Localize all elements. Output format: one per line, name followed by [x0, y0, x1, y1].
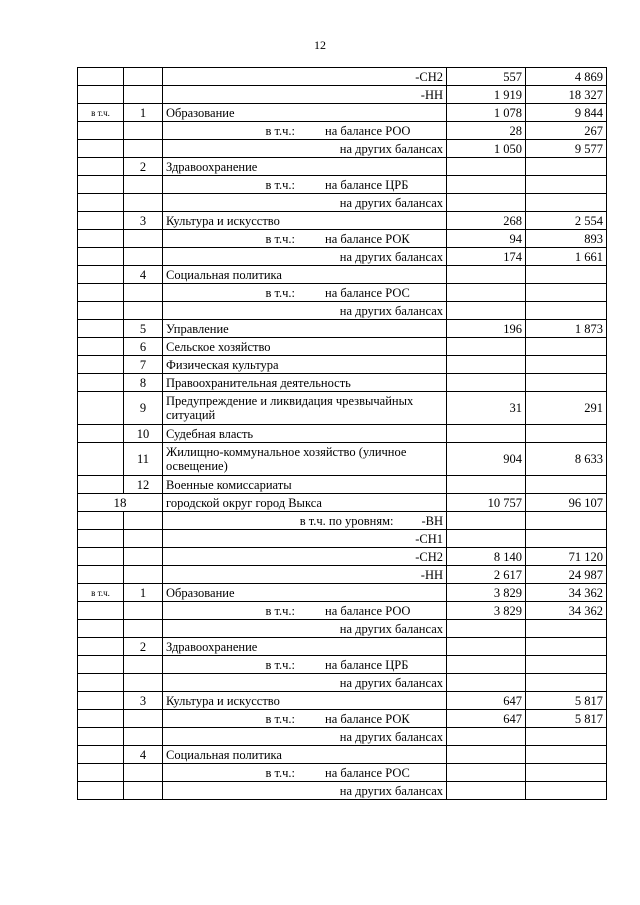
value-2-cell [526, 374, 607, 392]
value-1-cell [447, 374, 526, 392]
value-2-cell [526, 764, 607, 782]
item-number-cell: 2 [124, 638, 163, 656]
label-text: на других балансах [339, 249, 443, 264]
table-row [78, 302, 607, 320]
value-1-cell: 2 617 [447, 566, 526, 584]
label-cell [163, 674, 447, 692]
sub-label [166, 658, 443, 672]
label-cell [163, 356, 447, 374]
label-text: Военные комиссариаты [166, 477, 292, 492]
table-row [78, 158, 607, 176]
sub-text: на балансе РОС [325, 765, 410, 780]
prefix-cell [78, 602, 124, 620]
prefix-cell [78, 68, 124, 86]
value-1-cell [447, 338, 526, 356]
value-1-cell [447, 425, 526, 443]
label-text: Социальная политика [166, 747, 282, 762]
table-row [78, 584, 607, 602]
label-text: на других балансах [339, 303, 443, 318]
value-1-cell: 94 [447, 230, 526, 248]
value-2-cell: 9 577 [526, 140, 607, 158]
table-row [78, 728, 607, 746]
value-2-cell: 71 120 [526, 548, 607, 566]
prefix-cell [78, 746, 124, 764]
label-text: Здравоохранение [166, 159, 258, 174]
item-number-cell: 10 [124, 425, 163, 443]
item-number-cell: 12 [124, 476, 163, 494]
data-table [77, 67, 607, 800]
table-row [78, 764, 607, 782]
value-2-cell: 5 817 [526, 710, 607, 728]
value-1-cell: 1 919 [447, 86, 526, 104]
value-1-cell [447, 512, 526, 530]
prefix-cell [78, 692, 124, 710]
sub-label [166, 712, 443, 726]
prefix-cell [78, 176, 124, 194]
sub-text: на балансе РОС [325, 285, 410, 300]
sub-prefix: в т.ч.: [265, 603, 295, 618]
label-cell [163, 566, 447, 584]
prefix-cell [78, 338, 124, 356]
value-2-cell [526, 512, 607, 530]
table-row [78, 494, 607, 512]
label-text: Судебная власть [166, 426, 254, 441]
table-row [78, 248, 607, 266]
value-2-cell: 34 362 [526, 584, 607, 602]
label-cell [163, 548, 447, 566]
label-cell [163, 530, 447, 548]
label-cell [163, 86, 447, 104]
value-1-cell [447, 746, 526, 764]
label-cell [163, 692, 447, 710]
label-text: на других балансах [339, 141, 443, 156]
value-1-cell [447, 656, 526, 674]
table-row [78, 212, 607, 230]
value-2-cell: 1 661 [526, 248, 607, 266]
prefix-cell: в т.ч. [78, 584, 124, 602]
value-2-cell: 893 [526, 230, 607, 248]
value-1-cell [447, 764, 526, 782]
label-text: на других балансах [339, 675, 443, 690]
label-text: Социальная политика [166, 267, 282, 282]
value-1-cell [447, 728, 526, 746]
label-cell [163, 248, 447, 266]
label-cell [163, 512, 447, 530]
label-cell [163, 158, 447, 176]
table-row [78, 746, 607, 764]
table-row [78, 194, 607, 212]
prefix-cell [78, 194, 124, 212]
prefix-cell [78, 620, 124, 638]
label-cell [163, 638, 447, 656]
table-row [78, 374, 607, 392]
label-cell [163, 443, 447, 476]
item-number-cell: 8 [124, 374, 163, 392]
table-row [78, 566, 607, 584]
value-1-cell: 10 757 [447, 494, 526, 512]
value-2-cell [526, 656, 607, 674]
level-label [166, 514, 443, 528]
value-2-cell: 18 327 [526, 86, 607, 104]
label-text: Образование [166, 585, 235, 600]
value-1-cell [447, 176, 526, 194]
prefix-cell [78, 320, 124, 338]
label-text: Здравоохранение [166, 639, 258, 654]
item-number-cell [124, 194, 163, 212]
label-cell [163, 68, 447, 86]
item-number-cell [124, 566, 163, 584]
item-number-cell [124, 122, 163, 140]
sub-label [166, 604, 443, 618]
value-2-cell: 1 873 [526, 320, 607, 338]
sub-prefix: в т.ч.: [265, 711, 295, 726]
table-row [78, 656, 607, 674]
value-1-cell [447, 158, 526, 176]
prefix-cell [78, 425, 124, 443]
label-text: Управление [166, 321, 229, 336]
value-1-cell [447, 476, 526, 494]
table-row [78, 476, 607, 494]
label-cell [163, 782, 447, 800]
value-1-cell: 3 829 [447, 584, 526, 602]
table-row [78, 230, 607, 248]
item-number-cell [124, 86, 163, 104]
table-row [78, 140, 607, 158]
label-text: -СН2 [415, 69, 443, 84]
value-2-cell: 96 107 [526, 494, 607, 512]
sub-label [166, 232, 443, 246]
value-1-cell [447, 356, 526, 374]
page-number: 12 [314, 38, 326, 52]
table-row [78, 692, 607, 710]
label-cell [163, 710, 447, 728]
label-text: городской округ город Выкса [166, 495, 322, 510]
sub-label [166, 766, 443, 780]
table-row [78, 338, 607, 356]
item-number-cell [124, 68, 163, 86]
prefix-cell [78, 566, 124, 584]
label-cell [163, 212, 447, 230]
label-text: Образование [166, 105, 235, 120]
table-row [78, 356, 607, 374]
level-text: -ВН [421, 513, 443, 528]
sub-prefix: в т.ч.: [265, 657, 295, 672]
table-row [78, 782, 607, 800]
value-2-cell [526, 302, 607, 320]
value-2-cell [526, 194, 607, 212]
sub-prefix: в т.ч.: [265, 765, 295, 780]
prefix-cell [78, 248, 124, 266]
value-2-cell: 8 633 [526, 443, 607, 476]
value-2-cell: 34 362 [526, 602, 607, 620]
value-1-cell: 1 078 [447, 104, 526, 122]
value-1-cell: 268 [447, 212, 526, 230]
level-prefix: в т.ч. по уровням: [299, 513, 394, 528]
value-2-cell [526, 638, 607, 656]
value-1-cell: 3 829 [447, 602, 526, 620]
item-number-cell [124, 548, 163, 566]
label-cell [163, 302, 447, 320]
item-number-cell: 6 [124, 338, 163, 356]
table-row [78, 86, 607, 104]
value-1-cell: 647 [447, 692, 526, 710]
item-number-cell [124, 302, 163, 320]
prefix-cell [78, 158, 124, 176]
sub-prefix: в т.ч.: [265, 177, 295, 192]
value-2-cell [526, 284, 607, 302]
item-number-cell [124, 602, 163, 620]
table-row [78, 710, 607, 728]
item-number-cell [124, 620, 163, 638]
value-2-cell [526, 356, 607, 374]
label-cell [163, 656, 447, 674]
sub-label [166, 124, 443, 138]
prefix-cell [78, 638, 124, 656]
item-number-cell: 5 [124, 320, 163, 338]
label-text: на других балансах [339, 195, 443, 210]
prefix-cell [78, 764, 124, 782]
value-1-cell: 28 [447, 122, 526, 140]
prefix-cell [78, 728, 124, 746]
label-cell [163, 374, 447, 392]
item-number-cell: 4 [124, 746, 163, 764]
prefix-cell [78, 212, 124, 230]
label-cell [163, 320, 447, 338]
value-1-cell [447, 620, 526, 638]
item-number-cell: 2 [124, 158, 163, 176]
value-1-cell [447, 284, 526, 302]
prefix-cell [78, 374, 124, 392]
item-number-cell [124, 512, 163, 530]
item-number-cell [124, 728, 163, 746]
district-number-cell: 18 [78, 494, 163, 512]
table-row [78, 266, 607, 284]
label-cell [163, 122, 447, 140]
value-2-cell: 24 987 [526, 566, 607, 584]
item-number-cell: 11 [124, 443, 163, 476]
value-2-cell [526, 338, 607, 356]
item-number-cell [124, 530, 163, 548]
item-number-cell: 1 [124, 104, 163, 122]
value-2-cell [526, 674, 607, 692]
table-row [78, 176, 607, 194]
label-cell [163, 104, 447, 122]
table-row [78, 425, 607, 443]
item-number-cell [124, 176, 163, 194]
value-2-cell: 9 844 [526, 104, 607, 122]
label-text: Культура и искусство [166, 693, 280, 708]
item-number-cell [124, 230, 163, 248]
value-1-cell [447, 530, 526, 548]
prefix-cell [78, 548, 124, 566]
sub-text: на балансе ЦРБ [325, 657, 409, 672]
label-cell [163, 194, 447, 212]
value-1-cell [447, 674, 526, 692]
label-text: -НН [420, 87, 443, 102]
label-text: -СН1 [415, 531, 443, 546]
item-number-cell: 7 [124, 356, 163, 374]
value-1-cell: 904 [447, 443, 526, 476]
value-2-cell: 291 [526, 392, 607, 425]
value-1-cell [447, 782, 526, 800]
value-2-cell: 2 554 [526, 212, 607, 230]
table-row [78, 530, 607, 548]
label-text: Физическая культура [166, 357, 279, 372]
table-row [78, 392, 607, 425]
prefix-cell [78, 674, 124, 692]
item-number-cell [124, 782, 163, 800]
label-cell [163, 728, 447, 746]
label-cell [163, 746, 447, 764]
label-text: на других балансах [339, 729, 443, 744]
value-2-cell [526, 620, 607, 638]
label-text: на других балансах [339, 621, 443, 636]
value-1-cell: 196 [447, 320, 526, 338]
prefix-cell [78, 86, 124, 104]
prefix-cell [78, 782, 124, 800]
value-1-cell [447, 266, 526, 284]
value-2-cell: 4 869 [526, 68, 607, 86]
value-1-cell [447, 302, 526, 320]
prefix-cell [78, 710, 124, 728]
label-cell [163, 425, 447, 443]
value-1-cell: 8 140 [447, 548, 526, 566]
label-text: -НН [420, 567, 443, 582]
label-cell [163, 602, 447, 620]
value-1-cell [447, 638, 526, 656]
sub-text: на балансе ЦРБ [325, 177, 409, 192]
table-body [78, 68, 607, 800]
table-row [78, 602, 607, 620]
label-text: на других балансах [339, 783, 443, 798]
label-cell [163, 620, 447, 638]
label-cell [163, 392, 447, 425]
item-number-cell: 1 [124, 584, 163, 602]
prefix-cell [78, 476, 124, 494]
value-2-cell: 5 817 [526, 692, 607, 710]
value-2-cell [526, 158, 607, 176]
item-number-cell [124, 248, 163, 266]
item-number-cell [124, 710, 163, 728]
item-number-cell: 3 [124, 692, 163, 710]
label-text: Культура и искусство [166, 213, 280, 228]
value-1-cell [447, 194, 526, 212]
sub-label [166, 178, 443, 192]
item-number-cell: 3 [124, 212, 163, 230]
table-row [78, 443, 607, 476]
prefix-cell [78, 356, 124, 374]
table-row [78, 320, 607, 338]
label-text: Сельское хозяйство [166, 339, 271, 354]
table-row [78, 674, 607, 692]
item-number-cell [124, 284, 163, 302]
table-row [78, 104, 607, 122]
sub-text: на балансе РОК [325, 231, 410, 246]
label-cell [163, 140, 447, 158]
sub-text: на балансе РОК [325, 711, 410, 726]
prefix-cell [78, 530, 124, 548]
value-2-cell [526, 425, 607, 443]
prefix-cell [78, 302, 124, 320]
value-2-cell [526, 728, 607, 746]
label-cell [163, 266, 447, 284]
value-1-cell: 31 [447, 392, 526, 425]
table-row [78, 68, 607, 86]
item-number-cell [124, 764, 163, 782]
label-text: Правоохранительная деятельность [166, 375, 351, 390]
value-2-cell [526, 266, 607, 284]
table-row [78, 284, 607, 302]
prefix-cell [78, 122, 124, 140]
item-number-cell [124, 674, 163, 692]
value-2-cell [526, 176, 607, 194]
prefix-cell [78, 284, 124, 302]
prefix-cell [78, 656, 124, 674]
label-cell [163, 338, 447, 356]
prefix-cell [78, 512, 124, 530]
label-text: Жилищно-коммунальное хозяйство (уличное освещение) [166, 445, 407, 473]
label-cell [163, 284, 447, 302]
value-1-cell: 557 [447, 68, 526, 86]
prefix-cell [78, 266, 124, 284]
value-2-cell [526, 476, 607, 494]
sub-prefix: в т.ч.: [265, 123, 295, 138]
prefix-cell [78, 140, 124, 158]
sub-text: на балансе РОО [325, 123, 411, 138]
sub-label [166, 286, 443, 300]
prefix-cell [78, 443, 124, 476]
table-row [78, 122, 607, 140]
sub-prefix: в т.ч.: [265, 285, 295, 300]
value-1-cell: 647 [447, 710, 526, 728]
sub-prefix: в т.ч.: [265, 231, 295, 246]
value-2-cell: 267 [526, 122, 607, 140]
item-number-cell [124, 140, 163, 158]
label-text: -СН2 [415, 549, 443, 564]
value-2-cell [526, 746, 607, 764]
label-cell [163, 230, 447, 248]
table-row [78, 620, 607, 638]
value-2-cell [526, 530, 607, 548]
value-1-cell: 174 [447, 248, 526, 266]
label-cell [163, 764, 447, 782]
label-cell [163, 494, 447, 512]
table-row [78, 638, 607, 656]
label-cell [163, 176, 447, 194]
item-number-cell: 9 [124, 392, 163, 425]
item-number-cell [124, 656, 163, 674]
prefix-cell [78, 392, 124, 425]
table-row [78, 512, 607, 530]
sub-text: на балансе РОО [325, 603, 411, 618]
label-cell [163, 476, 447, 494]
prefix-cell [78, 230, 124, 248]
value-1-cell: 1 050 [447, 140, 526, 158]
value-2-cell [526, 782, 607, 800]
label-text: Предупреждение и ликвидация чрезвычайных ситуаций [166, 394, 414, 422]
item-number-cell: 4 [124, 266, 163, 284]
prefix-cell: в т.ч. [78, 104, 124, 122]
label-cell [163, 584, 447, 602]
table-row [78, 548, 607, 566]
